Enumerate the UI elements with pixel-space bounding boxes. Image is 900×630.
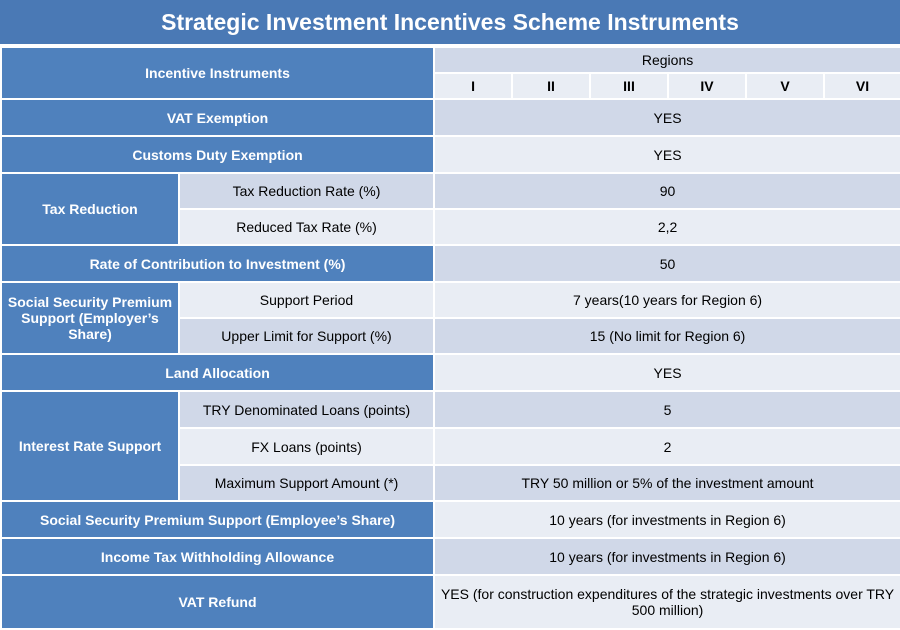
row-customs-duty-label: Customs Duty Exemption [1, 136, 434, 173]
row-reduced-tax-rate-value: 2,2 [434, 209, 900, 245]
row-fx-loans-label: FX Loans (points) [179, 428, 434, 465]
region-5: V [746, 73, 824, 99]
row-tax-reduction-label: Tax Reduction [1, 173, 179, 245]
header-incentive-instruments: Incentive Instruments [1, 47, 434, 99]
row-contribution-value: 50 [434, 245, 900, 282]
row-vat-exemption-value: YES [434, 99, 900, 136]
row-reduced-tax-rate-label: Reduced Tax Rate (%) [179, 209, 434, 245]
row-try-loans-label: TRY Denominated Loans (points) [179, 391, 434, 428]
incentives-table [0, 46, 900, 630]
row-tax-reduction-rate-label: Tax Reduction Rate (%) [179, 173, 434, 209]
row-max-support-value: TRY 50 million or 5% of the investment amount [434, 465, 900, 501]
row-vat-refund-value: YES (for construction expenditures of the strategic investments over TRY 500 million) [434, 575, 900, 629]
row-support-period-value: 7 years(10 years for Region 6) [434, 282, 900, 318]
header-regions: Regions [434, 47, 900, 73]
row-land-allocation-value: YES [434, 354, 900, 391]
row-max-support-label: Maximum Support Amount (*) [179, 465, 434, 501]
row-contribution-label: Rate of Contribution to Investment (%) [1, 245, 434, 282]
region-4: IV [668, 73, 746, 99]
region-3: III [590, 73, 668, 99]
region-1: I [434, 73, 512, 99]
row-support-period-label: Support Period [179, 282, 434, 318]
row-income-tax-label: Income Tax Withholding Allowance [1, 538, 434, 575]
row-vat-exemption-label: VAT Exemption [1, 99, 434, 136]
region-2: II [512, 73, 590, 99]
row-tax-reduction-rate-value: 90 [434, 173, 900, 209]
row-interest-rate-label: Interest Rate Support [1, 391, 179, 501]
row-ssp-employee-value: 10 years (for investments in Region 6) [434, 501, 900, 538]
row-upper-limit-value: 15 (No limit for Region 6) [434, 318, 900, 354]
region-6: VI [824, 73, 900, 99]
row-land-allocation-label: Land Allocation [1, 354, 434, 391]
page-title: Strategic Investment Incentives Scheme Instruments [0, 0, 900, 44]
row-ssp-employee-label: Social Security Premium Support (Employee’s Share) [1, 501, 434, 538]
row-income-tax-value: 10 years (for investments in Region 6) [434, 538, 900, 575]
row-customs-duty-value: YES [434, 136, 900, 173]
row-upper-limit-label: Upper Limit for Support (%) [179, 318, 434, 354]
row-ssp-employer-label: Social Security Premium Support (Employer’s Share) [1, 282, 179, 354]
row-fx-loans-value: 2 [434, 428, 900, 465]
row-vat-refund-label: VAT Refund [1, 575, 434, 629]
row-try-loans-value: 5 [434, 391, 900, 428]
